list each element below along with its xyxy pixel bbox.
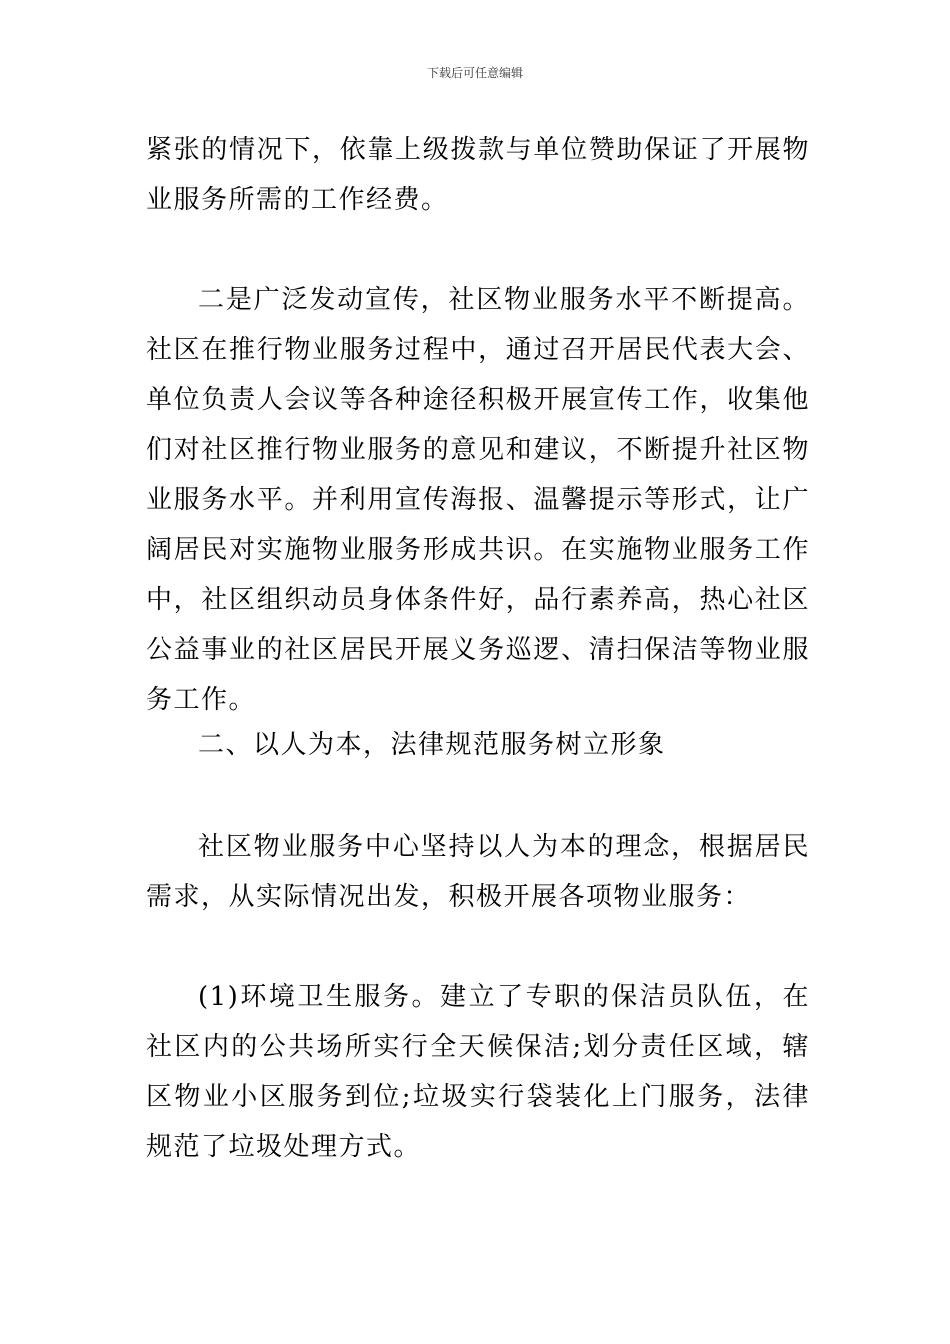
paragraph-funding: 紧张的情况下，依靠上级拨款与单位赞助保证了开展物业服务所需的工作经费。 [146, 135, 810, 215]
paragraph-publicity: 二是广泛发动宣传，社区物业服务水平不断提高。社区在推行物业服务过程中，通过召开居民代表大会、单位负责人会议等各种途径积极开展宣传工作，收集他们对社区推行物业服务的意见和建议，不断提升社区物业服务水平。并利用宣传海报、温馨提示等形式，让广阔居民对实施物业服务形成共识。在实施物业服务工作中，社区组织动员身体条件好，品行素养高，热心社区公益事业的社区居民开展义务巡逻、清扫保洁等物业服务工作。 [146, 285, 810, 715]
page-header: 下载后可任意编辑 [426, 66, 523, 80]
paragraph-sanitation: (1)环境卫生服务。建立了专职的保洁员队伍，在社区内的公共场所实行全天候保洁;划分责任区域，辖区物业小区服务到位;垃圾实行袋装化上门服务，法律规范了垃圾处理方式。 [146, 982, 810, 1162]
paragraph-service-intro: 社区物业服务中心坚持以人为本的理念，根据居民需求，从实际情况出发，积极开展各项物业服务： [146, 832, 810, 912]
section-heading: 二、以人为本，法律规范服务树立形象 [198, 730, 666, 760]
